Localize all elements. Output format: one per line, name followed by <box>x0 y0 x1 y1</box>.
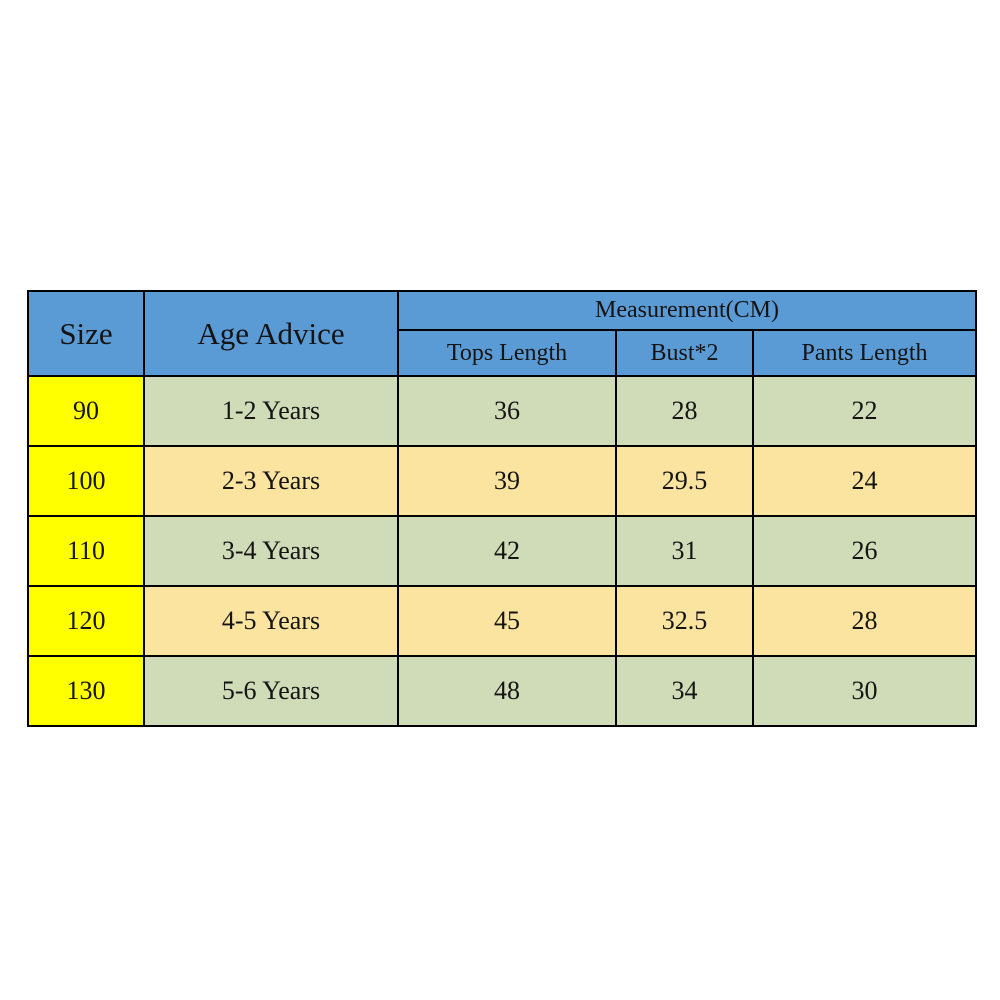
size-cell: 110 <box>28 516 144 586</box>
table-row <box>28 516 976 586</box>
bust-cell: 29.5 <box>616 446 753 516</box>
tops-length-cell: 42 <box>398 516 616 586</box>
age-cell: 2-3 Years <box>144 446 398 516</box>
header-row-top <box>28 291 976 330</box>
size-chart-table <box>27 290 977 727</box>
table-row <box>28 586 976 656</box>
bust-cell: 31 <box>616 516 753 586</box>
tops-length-cell: 39 <box>398 446 616 516</box>
size-cell: 90 <box>28 376 144 446</box>
pants-length-column-header: Pants Length <box>753 330 976 376</box>
table-row <box>28 376 976 446</box>
pants-length-cell: 30 <box>753 656 976 726</box>
table-body <box>28 376 976 726</box>
table-row <box>28 446 976 516</box>
bust-cell: 32.5 <box>616 586 753 656</box>
size-column-header: Size <box>28 291 144 376</box>
table-header <box>28 291 976 376</box>
tops-length-column-header: Tops Length <box>398 330 616 376</box>
bust-column-header: Bust*2 <box>616 330 753 376</box>
bust-cell: 28 <box>616 376 753 446</box>
size-cell: 120 <box>28 586 144 656</box>
tops-length-cell: 48 <box>398 656 616 726</box>
pants-length-cell: 24 <box>753 446 976 516</box>
pants-length-cell: 26 <box>753 516 976 586</box>
age-cell: 4-5 Years <box>144 586 398 656</box>
age-cell: 3-4 Years <box>144 516 398 586</box>
size-cell: 130 <box>28 656 144 726</box>
measurement-group-header: Measurement(CM) <box>398 291 976 330</box>
table-row <box>28 656 976 726</box>
bust-cell: 34 <box>616 656 753 726</box>
age-cell: 5-6 Years <box>144 656 398 726</box>
age-advice-column-header: Age Advice <box>144 291 398 376</box>
pants-length-cell: 28 <box>753 586 976 656</box>
tops-length-cell: 36 <box>398 376 616 446</box>
size-cell: 100 <box>28 446 144 516</box>
tops-length-cell: 45 <box>398 586 616 656</box>
pants-length-cell: 22 <box>753 376 976 446</box>
age-cell: 1-2 Years <box>144 376 398 446</box>
